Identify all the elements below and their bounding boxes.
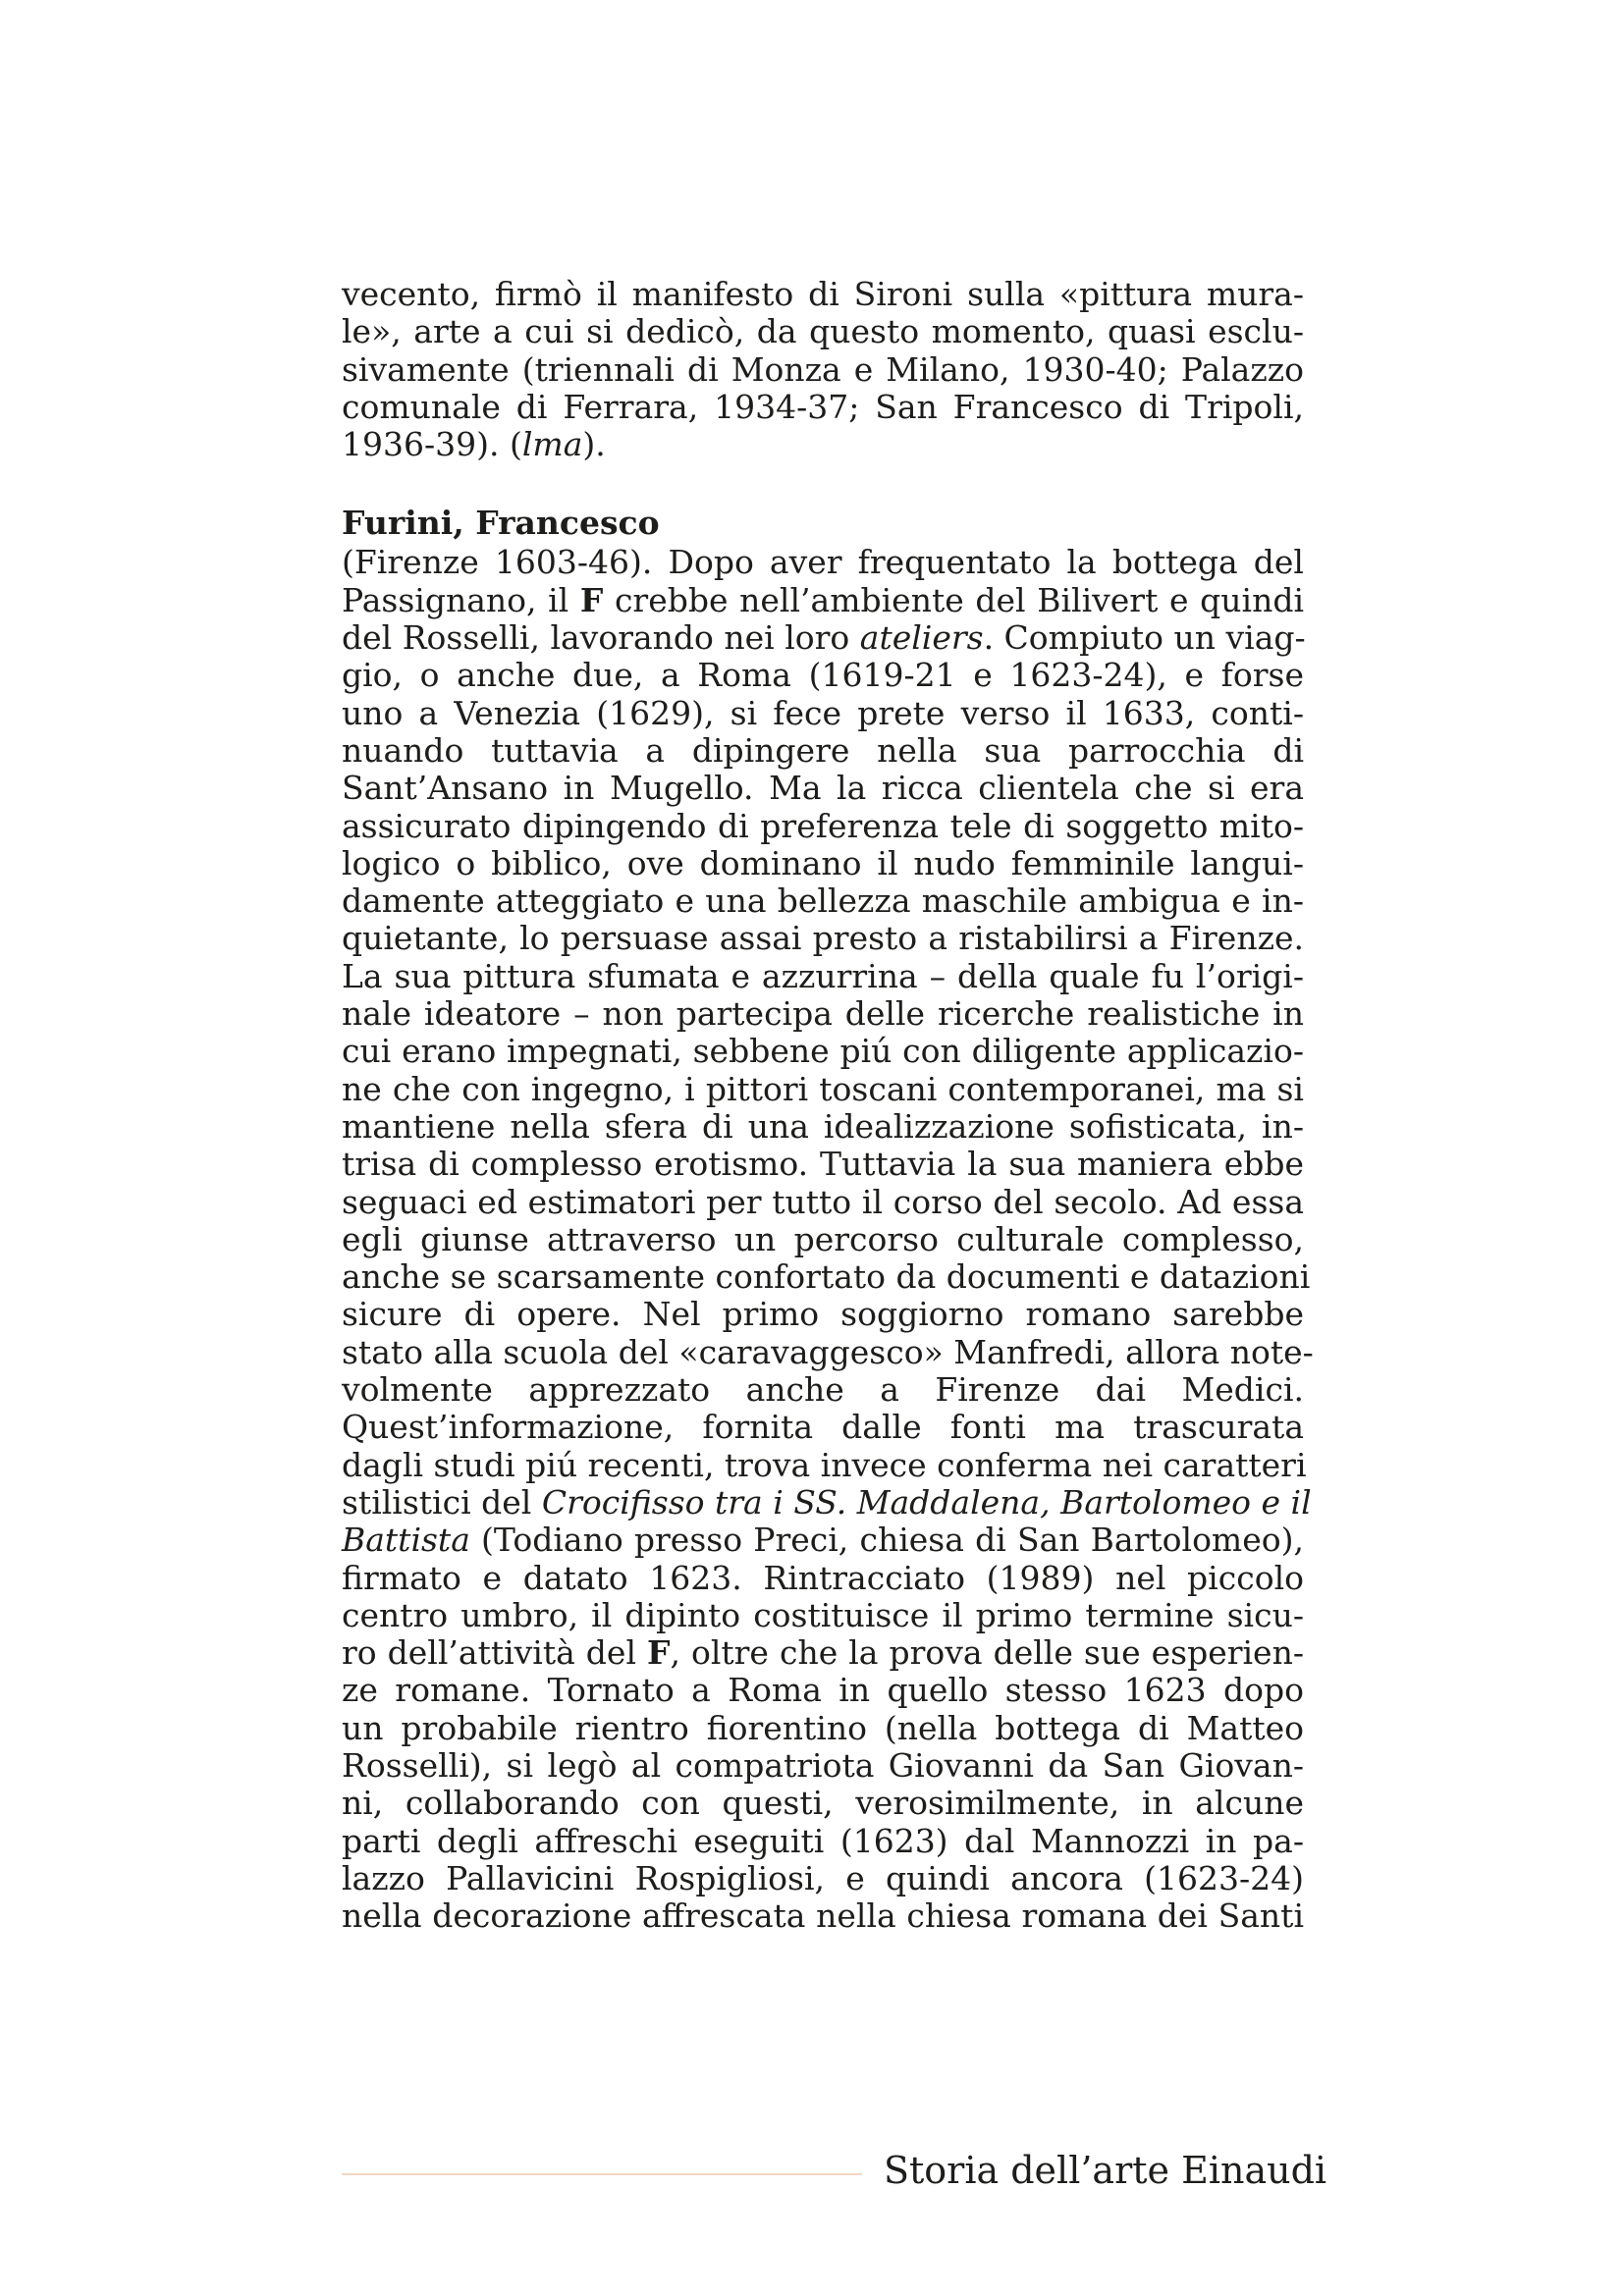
footer-rule — [342, 2173, 862, 2175]
text-fragment: 1936-39). ( — [342, 425, 522, 464]
text-fragment: Passignano, il — [342, 580, 580, 619]
text-line: parti degli affreschi eseguiti (1623) dal Mannozzi in pa- — [342, 1821, 1304, 1860]
text-line: anche se scarsamente confortato da documenti e datazioni — [342, 1257, 1311, 1297]
text-line — [342, 619, 1304, 657]
text-fragment: ). — [582, 425, 606, 464]
text-line: sicure di opere. Nel primo soggiorno romano sarebbe — [342, 1295, 1304, 1334]
text-line: dagli studi piú recenti, trova invece conferma nei caratteri — [342, 1445, 1307, 1484]
text-line: firmato e datato 1623. Rintracciato (1989) nel piccolo — [342, 1558, 1304, 1597]
text-line: quietante, lo persuase assai presto a ristabilirsi a Firenze. — [342, 919, 1304, 958]
text-line: egli giunse attraverso un percorso culturale complesso, — [342, 1219, 1304, 1258]
text-line: ni, collaborando con questi, verosimilmente, in alcune — [342, 1784, 1304, 1823]
text-line: mantiene nella sfera di una idealizzazione sofisticata, in- — [342, 1106, 1304, 1146]
footer-title: Storia dell’arte Einaudi — [884, 2149, 1327, 2192]
author-initials: lma — [521, 425, 583, 464]
text-column — [342, 275, 1314, 1936]
text-fragment: del Rosselli, lavorando nei loro — [342, 618, 860, 658]
text-line: volmente apprezzato anche a Firenze dai Medici. — [342, 1370, 1304, 1410]
text-line: lazzo Pallavicini Rospigliosi, e quindi ancora (1623-24) — [342, 1858, 1304, 1897]
text-line: centro umbro, il dipinto costituisce il primo termine sicu- — [342, 1595, 1304, 1634]
text-line: nuando tuttavia a dipingere nella sua parrocchia di — [342, 730, 1304, 770]
text-line — [342, 582, 1304, 619]
text-line: comunale di Ferrara, 1934-37; San Francesco di Tripoli, — [342, 387, 1304, 426]
text-line: logico o biblico, ove dominano il nudo femminile langui- — [342, 843, 1304, 882]
artwork-title: Battista — [342, 1521, 470, 1560]
entry-separator — [342, 463, 1304, 503]
text-fragment: . Compiuto un viag- — [983, 618, 1306, 658]
text-line: ze romane. Tornato a Roma in quello stesso 1623 dopo — [342, 1671, 1304, 1710]
text-line: (Firenze 1603-46). Dopo aver frequentato la bottega del — [342, 543, 1304, 582]
text-line: ne che con ingegno, i pittori toscani contemporanei, ma si — [342, 1069, 1304, 1108]
text-line: Quest’informazione, fornita dalle fonti ma trascurata — [342, 1408, 1304, 1447]
artwork-title: Crocifisso tra i SS. Maddalena, Bartolomeo e il — [541, 1482, 1312, 1522]
text-line: trisa di complesso erotismo. Tuttavia la sua maniera ebbe — [342, 1145, 1304, 1184]
text-fragment: , oltre che la prova delle sue esperien- — [670, 1633, 1304, 1673]
text-line: vecento, firmò il manifesto di Sironi sulla «pittura mura- — [342, 275, 1304, 313]
text-fragment: crebbe nell’ambiente del Bilivert e quindi — [603, 580, 1305, 619]
text-line: nella decorazione affrescata nella chiesa romana dei Santi — [342, 1896, 1304, 1936]
text-line: sivamente (triennali di Monza e Milano, 1930-40; Palazzo — [342, 349, 1304, 389]
text-fragment: stilistici del — [342, 1482, 542, 1522]
text-line — [342, 426, 1304, 463]
author-abbreviation: F — [647, 1633, 671, 1673]
text-line: nale ideatore – non partecipa delle ricerche realistiche in — [342, 994, 1304, 1034]
text-line: uno a Venezia (1629), si fece prete verso il 1633, conti- — [342, 693, 1304, 732]
text-line: gio, o anche due, a Roma (1619-21 e 1623-24), e forse — [342, 656, 1304, 695]
text-line: La sua pittura sfumata e azzurrina – della quale fu l’origi- — [342, 956, 1304, 995]
text-line: le», arte a cui si dedicò, da questo momento, quasi esclu- — [342, 312, 1304, 351]
text-line: damente atteggiato e una bellezza maschile ambigua e in- — [342, 881, 1304, 921]
italic-term: ateliers — [859, 618, 984, 658]
text-line: stato alla scuola del «caravaggesco» Manfredi, allora note- — [342, 1332, 1314, 1371]
text-line: seguaci ed estimatori per tutto il corso del secolo. Ad essa — [342, 1182, 1304, 1221]
text-line — [342, 1634, 1304, 1672]
text-line — [342, 1522, 1304, 1559]
text-line — [342, 1482, 1312, 1522]
text-line: Rosselli), si legò al compatriota Giovanni da San Giovan- — [342, 1745, 1304, 1785]
text-line: cui erano impegnati, sebbene piú con diligente applicazio- — [342, 1032, 1304, 1071]
entry-heading: Furini, Francesco — [342, 504, 660, 543]
text-line: assicurato dipingendo di preferenza tele di soggetto mito- — [342, 806, 1304, 845]
text-line: un probabile rientro fiorentino (nella bottega di Matteo — [342, 1708, 1304, 1747]
text-line: Sant’Ansano in Mugello. Ma la ricca clientela che si era — [342, 769, 1304, 808]
text-fragment: (Todiano presso Preci, chiesa di San Bartolomeo), — [469, 1521, 1304, 1560]
author-abbreviation: F — [579, 580, 604, 619]
text-fragment: ro dell’attività del — [342, 1633, 648, 1673]
